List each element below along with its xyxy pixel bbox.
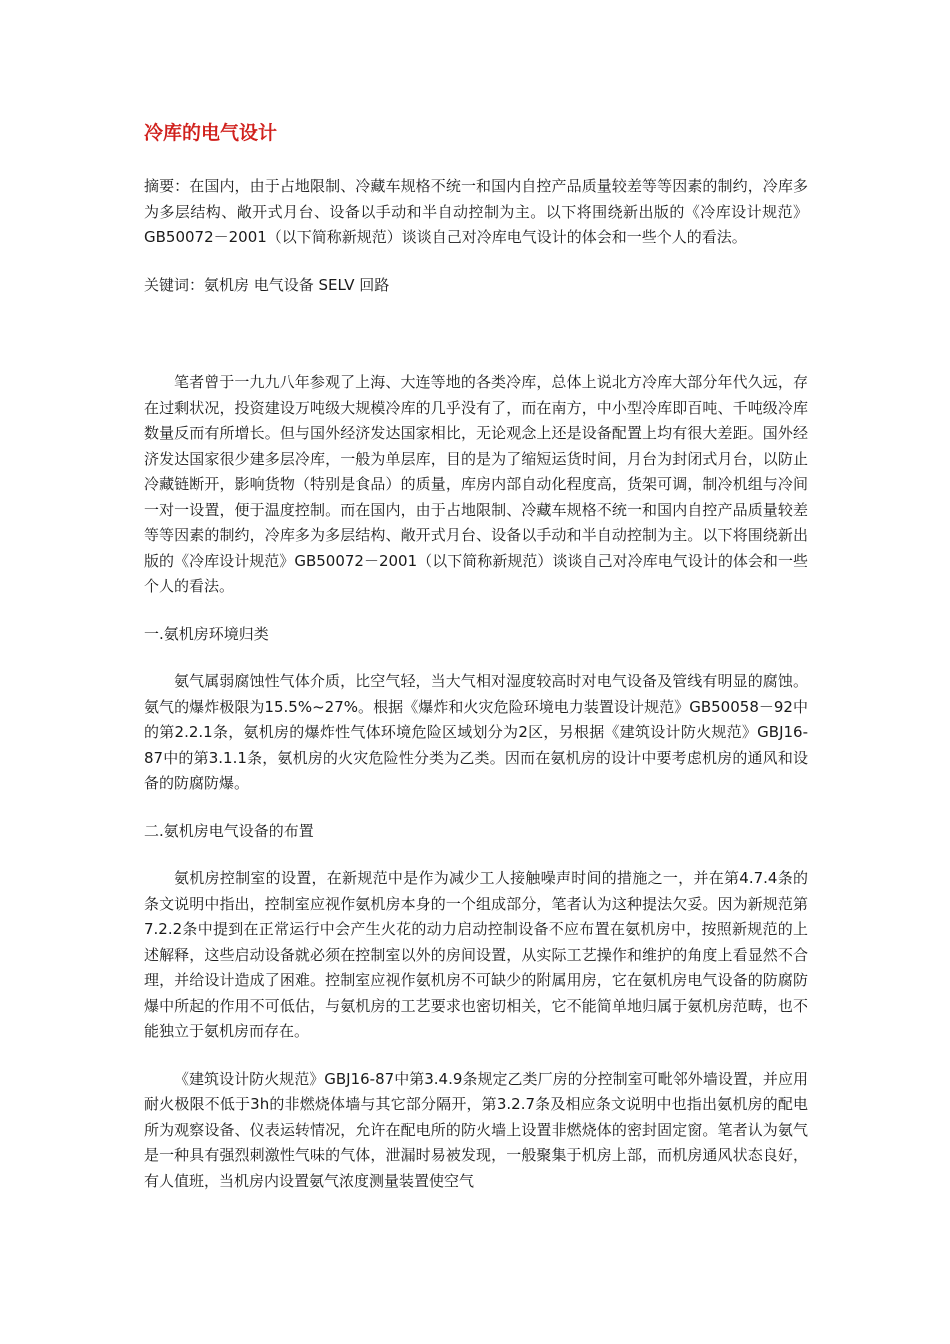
- document-page: [144, 120, 808, 1216]
- section-2-paragraph-1: 氨机房控制室的设置，在新规范中是作为减少工人接触噪声时间的措施之一，并在第4.7.4条的条文说明中指出，控制室应视作氨机房本身的一个组成部分，笔者认为这种提法欠妥。因为新规范第7.2.2条中提到在正常运行中会产生火花的动力启动控制设备不应布置在氨机房中，按照新规范的上述解释，这些启动设备就必须在控制室以外的房间设置，从实际工艺操作和维护的角度上看显然不合理，并给设计造成了困难。控制室应视作氨机房不可缺少的附属用房，它在氨机房电气设备的防腐防爆中所起的作用不可低估，与氨机房的工艺要求也密切相关，它不能简单地归属于氨机房范畴，也不能独立于氨机房而存在。: [144, 869, 808, 1040]
- keywords-line: 关键词：氨机房 电气设备 SELV 回路: [144, 275, 390, 294]
- section-1-paragraph: 氨气属弱腐蚀性气体介质，比空气轻，当大气相对湿度较高时对电气设备及管线有明显的腐蚀。氨气的爆炸极限为15.5%~27%。根据《爆炸和火灾危险环境电力装置设计规范》GB50058－92中的第2.2.1条，氨机房的爆炸性气体环境危险区域划分为2区，另根据《建筑设计防火规范》GBJ16-87中的第3.1.1条，氨机房的火灾危险性分类为乙类。因而在氨机房的设计中要考虑机房的通风和设备的防腐防爆。: [144, 672, 808, 792]
- section-2-paragraph-2: 《建筑设计防火规范》GBJ16-87中第3.4.9条规定乙类厂房的分控制室可毗邻外墙设置，并应用耐火极限不低于3h的非燃烧体墙与其它部分隔开，第3.2.7条及相应条文说明中也指出氨机房的配电所为观察设备、仪表运转情况，允许在配电所的防火墙上设置非燃烧体的密封固定窗。笔者认为氨气是一种具有强烈刺激性气味的气体，泄漏时易被发现，一般聚集于机房上部，而机房通风状态良好，有人值班，当机房内设置氨气浓度测量装置使空气: [144, 1069, 808, 1190]
- intro-paragraph: 笔者曾于一九九八年参观了上海、大连等地的各类冷库，总体上说北方冷库大部分年代久远，存在过剩状况，投资建设万吨级大规模冷库的几乎没有了，而在南方，中小型冷库即百吨、千吨级冷库数量反而有所增长。但与国外经济发达国家相比，无论观念上还是设备配置上均有很大差距。国外经济发达国家很少建多层冷库，一般为单层库，目的是为了缩短运货时间，月台为封闭式月台，以防止冷藏链断开，影响货物（特别是食品）的质量，库房内部自动化程度高，货架可调，制冷机组与冷间一对一设置，便于温度控制。而在国内，由于占地限制、冷藏车规格不统一和国内自控产品质量较差等等因素的制约，冷库多为多层结构、敞开式月台、设备以手动和半自动控制为主。以下将围绕新出版的《冷库设计规范》GB50072－2001（以下简称新规范）谈谈自己对冷库电气设计的体会和一些个人的看法。: [144, 373, 808, 595]
- section-1-heading: 一.氨机房环境归类: [144, 624, 269, 643]
- section-2-heading: 二.氨机房电气设备的布置: [144, 821, 314, 840]
- document-title: 冷库的电气设计: [144, 122, 278, 144]
- abstract-paragraph: 摘要：在国内，由于占地限制、冷藏车规格不统一和国内自控产品质量较差等等因素的制约，冷库多为多层结构、敞开式月台、设备以手动和半自动控制为主。以下将围绕新出版的《冷库设计规范》GB50072－2001（以下简称新规范）谈谈自己对冷库电气设计的体会和一些个人的看法。: [144, 177, 808, 246]
